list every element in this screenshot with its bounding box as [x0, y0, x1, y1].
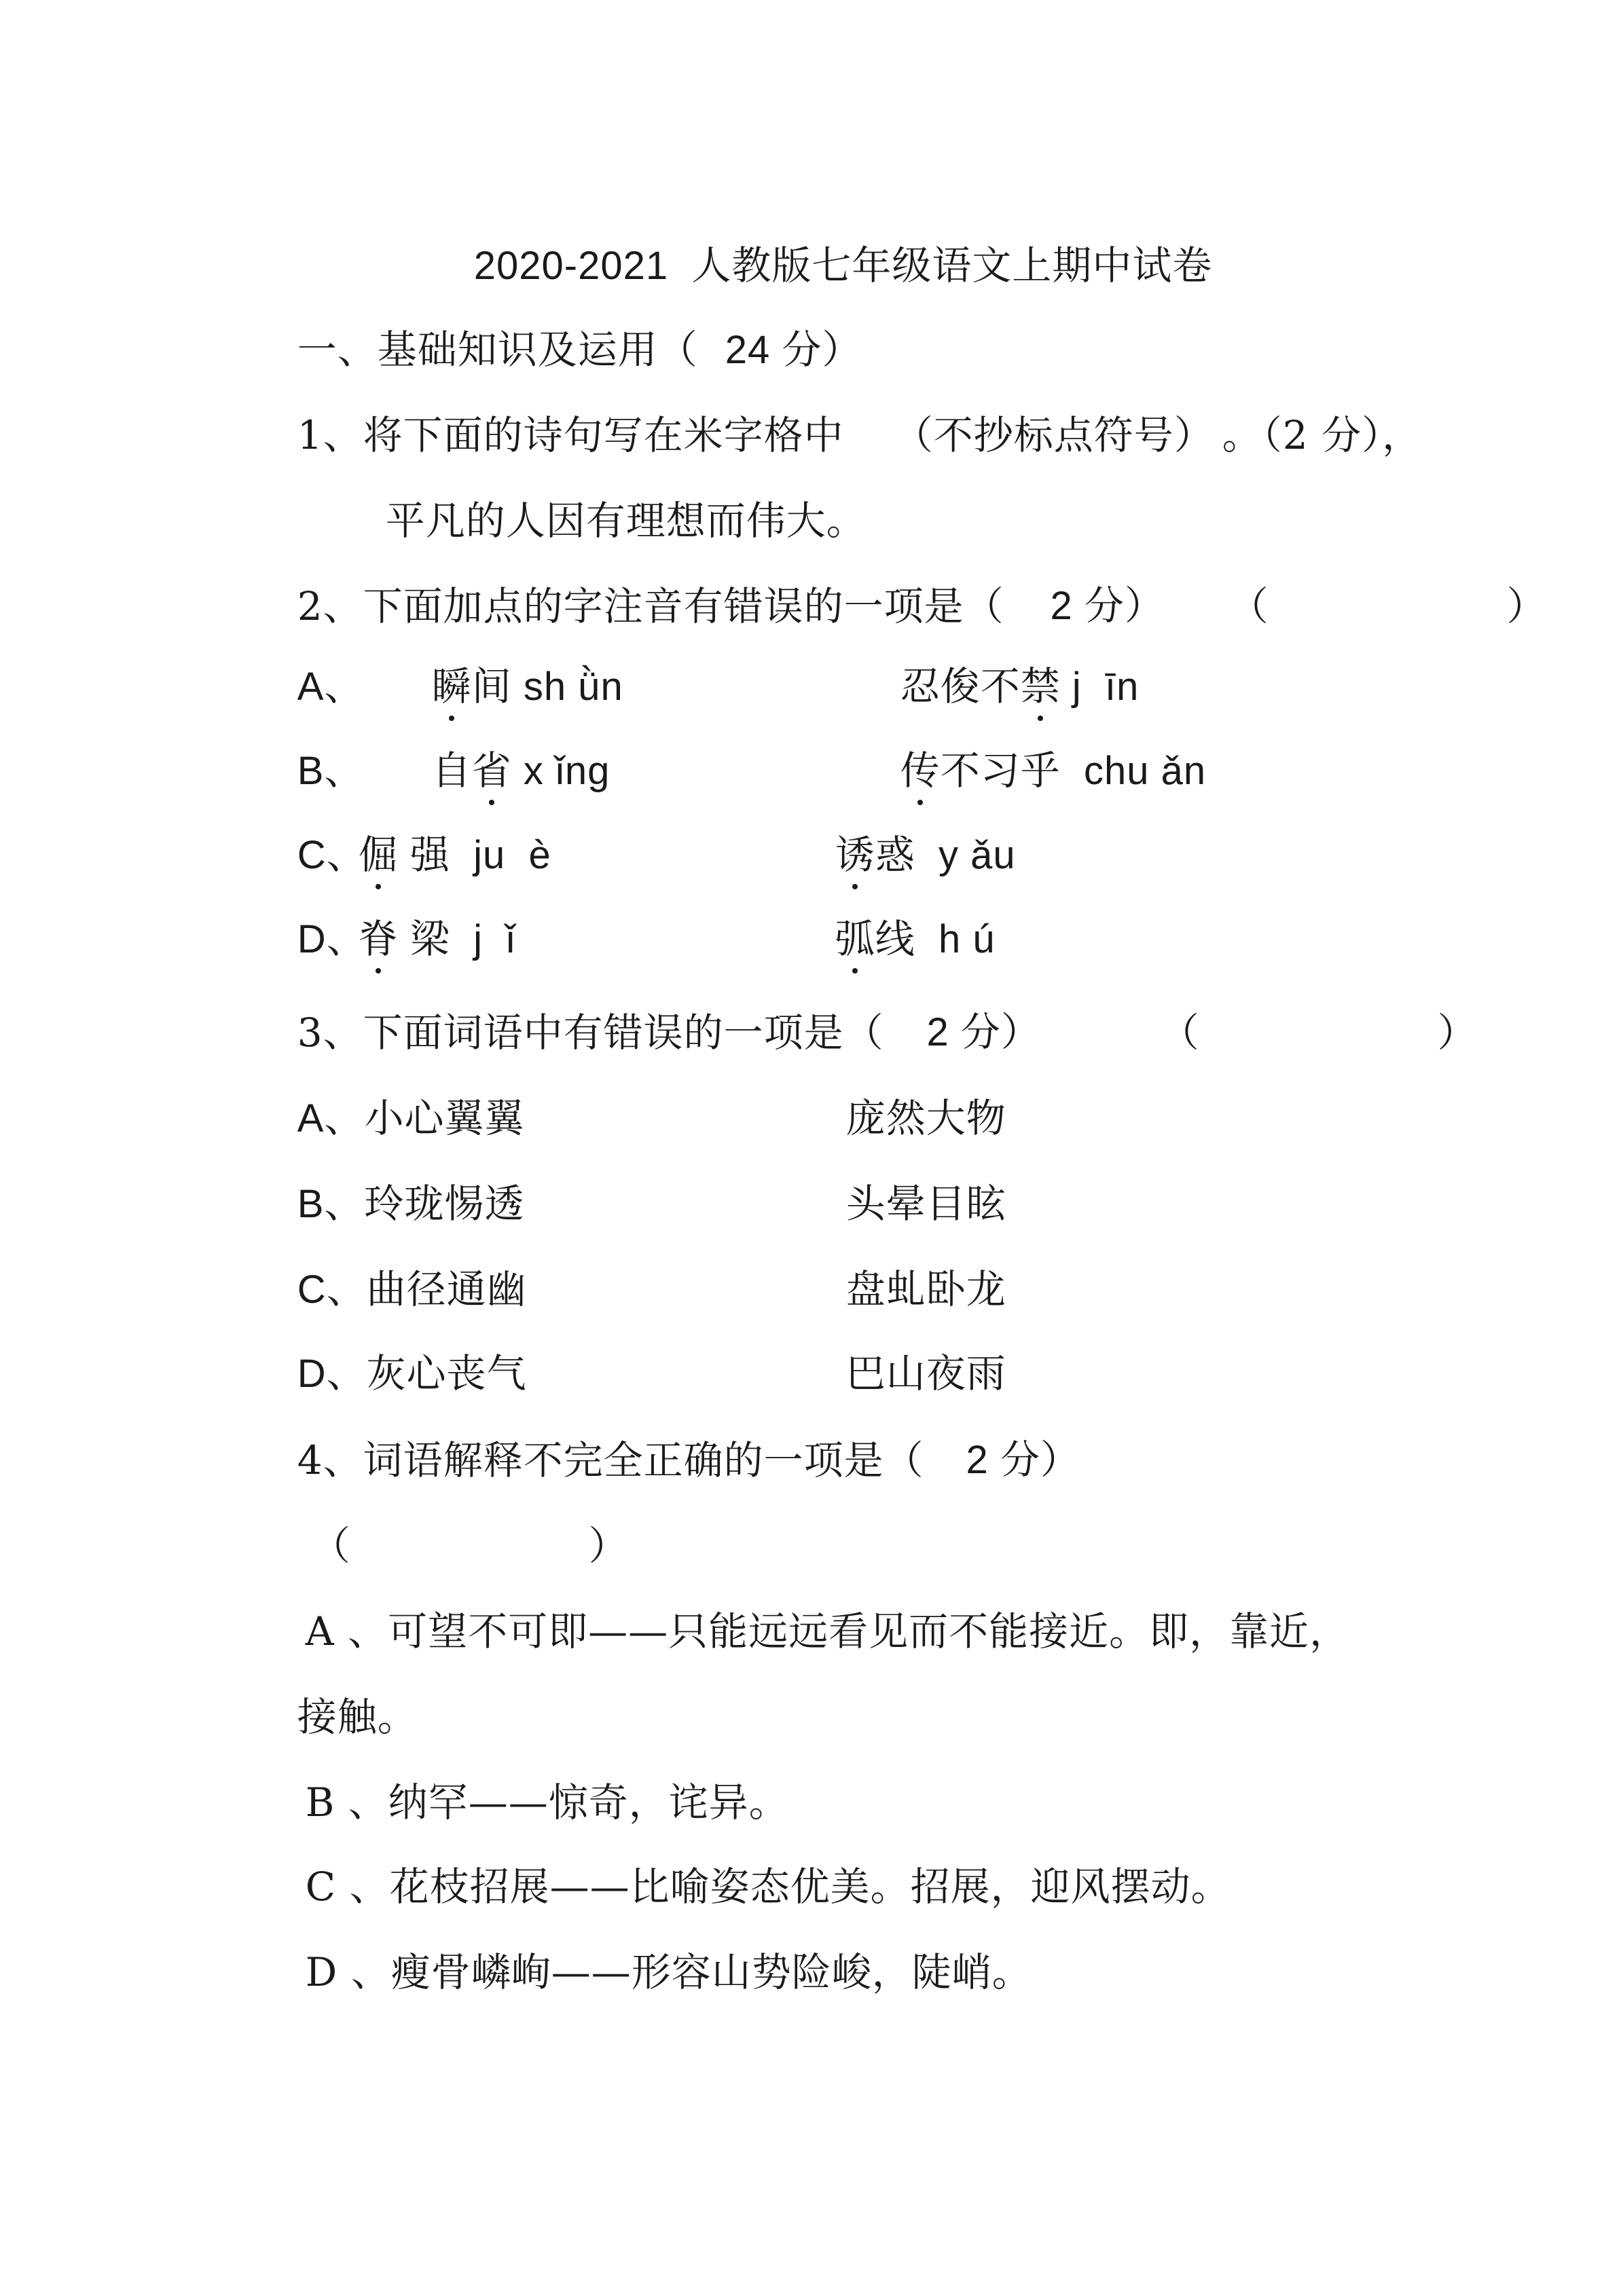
q1-stem-b: （不抄标点符号） [893, 412, 1214, 458]
q4-option-a-line2: 接触。 [297, 1694, 418, 1740]
q3-option-d-left: 灰心丧气 [366, 1350, 527, 1396]
q2-c-left-dotted-char: 倔 [359, 830, 399, 880]
q2-c-right-rest: 惑 y ǎu [875, 833, 1016, 877]
q3-option-d-right-text: 巴山夜雨 [845, 1350, 1006, 1396]
q3-option-a-right-text: 庞然大物 [845, 1095, 1006, 1141]
q2-d-right-rest: 线 h ú [875, 917, 996, 961]
q3-option-a-left: 小心翼翼 [364, 1095, 525, 1141]
q2-d-left-dotted-char: 脊 [359, 914, 399, 964]
q3-option-b-right-text: 头晕目眩 [845, 1181, 1006, 1227]
section-heading-score: 24 分） [725, 328, 862, 372]
q3-option-c-right-text: 盘虬卧龙 [845, 1266, 1006, 1312]
q2-option-c-label: C、 [297, 833, 367, 877]
q3-blank-text: （ ） [1159, 1010, 1478, 1056]
q3-option-d-label: D、 [297, 1352, 367, 1396]
q4-option-b-text: B 、纳罕——惊奇，诧异。 [305, 1779, 789, 1826]
q2-d-right-dotted-char: 弧 [835, 914, 875, 964]
q2-blank-text: （ ） [1228, 583, 1547, 629]
q1-poem-line: 平凡的人因有理想而伟大。 [385, 498, 867, 544]
q4-option-c-text: C 、花枝招展——比喻姿态优美。招展，迎风摆动。 [305, 1864, 1231, 1910]
q2-a-left-rest: 间 sh ǜn [471, 665, 623, 709]
q2-a-right-dotted-char: 禁 [1021, 661, 1061, 711]
q3-option-b-left: 玲珑惕透 [364, 1181, 525, 1227]
q2-option-d-label: D、 [297, 917, 367, 961]
question-3-answer-blank[interactable] [1107, 957, 1478, 1108]
q3-option-c-left: 曲径通幽 [366, 1266, 527, 1312]
q4-option-d-text: D 、瘦骨嶙峋——形容山势险峻，陡峭。 [305, 1949, 1032, 1995]
q2-b-left-dotted-char: 省 [472, 745, 512, 796]
q1-stem-c: 。（2 分）， [1222, 412, 1423, 458]
q2-d-left-rest: 梁 j ǐ [398, 917, 516, 961]
title-text: 2020-2021 人教版七年级语文上期中试卷 [473, 244, 1213, 288]
q3-option-b-label: B、 [297, 1182, 365, 1226]
q4-option-a-line1: A 、可望不可即——只能远远看见而不能接近。即，靠近， [305, 1608, 1350, 1654]
q4-score-text: 2 分） [966, 1438, 1080, 1482]
question-2-answer-blank[interactable] [1176, 531, 1547, 682]
q4-option-d[interactable] [253, 1897, 1032, 2048]
q2-option-a-label: A、 [297, 665, 365, 709]
q3-option-a-label: A、 [297, 1096, 365, 1141]
q3-score-text: 2 分） [926, 1010, 1041, 1054]
q2-b-left-rest: x ǐng [511, 749, 610, 793]
question-4-score [919, 1385, 1080, 1536]
q2-c-right-dotted-char: 诱 [835, 830, 875, 880]
q2-option-b-label: B、 [297, 749, 365, 793]
q3-stem-text: 3、下面词语中有错误的一项是（ [297, 1010, 884, 1056]
section-heading-text: 一、基础知识及运用（ [297, 327, 698, 373]
q4-stem-text: 4、词语解释不完全正确的一项是（ [297, 1437, 924, 1483]
q2-a-right-pre: 忍俊不 [900, 663, 1021, 709]
question-1-score [1169, 360, 1422, 511]
q2-b-right-rest: 不习乎 chu ǎn [940, 749, 1207, 793]
q2-c-left-rest: 强 ju è [398, 833, 551, 877]
q2-b-left-pre: 自 [431, 747, 472, 794]
question-1-note [841, 360, 1214, 511]
q4-blank-text: （ ） [310, 1523, 629, 1569]
q2-a-right-rest: j īn [1060, 665, 1139, 709]
q2-a-left-dotted-char: 瞬 [432, 661, 472, 711]
q2-score-text: 2 分） [1050, 584, 1165, 628]
q3-option-c-label: C、 [297, 1267, 367, 1312]
q1-stem-a: 1、将下面的诗句写在米字格中 [297, 412, 844, 458]
q2-b-right-dotted-char: 传 [900, 745, 941, 796]
q2-stem-text: 2、下面加点的字注音有错误的一项是（ [297, 583, 1004, 629]
